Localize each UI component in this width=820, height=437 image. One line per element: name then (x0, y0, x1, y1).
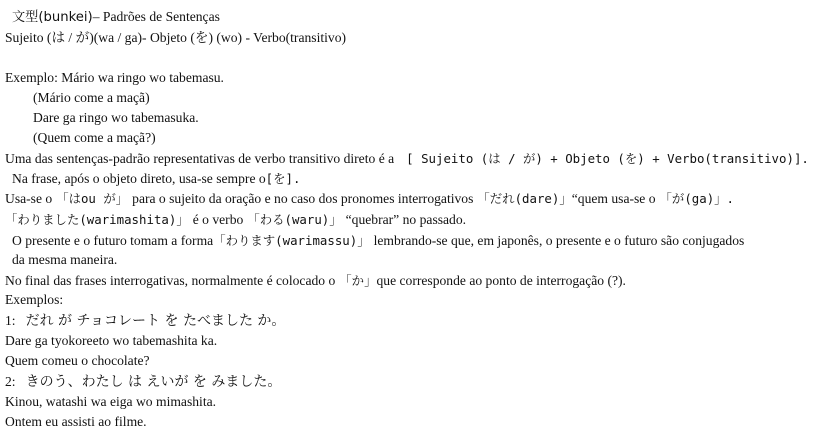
explanation-p7-b: 「か」 (339, 273, 377, 288)
example-1-jp-text: だれ が チョコレート を たべました か。 (25, 313, 286, 329)
explanation-line-4 (5, 212, 466, 228)
explanation-p7-a: No final das frases interrogativas, normalmente é colocado o (5, 273, 336, 288)
explanation-p5-b: 「わります(warimassu)」 (213, 233, 370, 248)
explanation-p2-text: Na frase, após o objeto direto, usa-se sempre o (12, 171, 266, 186)
explanation-p4-c: 「わる(waru)」 (247, 212, 342, 227)
explanation-p4-d: “quebrar” no passado. (345, 212, 467, 227)
examples-heading: Exemplos: (5, 292, 64, 307)
explanation-p3-b: 「はou が」 (56, 191, 129, 206)
example-1-romaji: Dare ga tyokoreeto wo tabemashita ka. (5, 333, 218, 348)
explanation-p7-c: que corresponde ao ponto de interrogação (?). (376, 273, 626, 288)
explanation-p5-a: O presente e o futuro tomam a forma (12, 233, 214, 248)
pattern-line: Sujeito (は / が)(wa / ga)- Objeto (を) (wo) - Verbo(transitivo) (5, 30, 347, 45)
example-2-portuguese: Ontem eu assisti ao filme. (5, 414, 147, 429)
explanation-p3-f: 「が(ga)」. (659, 191, 735, 206)
explanation-line-2 (12, 171, 300, 187)
example-2-number: 2: (5, 374, 16, 389)
title-bunkei: 文型(bunkei) (12, 10, 93, 25)
explanation-p3-c: para o sujeito da oração e no caso dos pronomes interrogativos (132, 191, 474, 206)
example-2-romaji: Kinou, watashi wa eiga wo mimashita. (5, 394, 217, 409)
explanation-p4-a: 「わりました(warimashita)」 (5, 212, 189, 227)
example-2-japanese (5, 374, 281, 390)
explanation-line-7 (5, 273, 626, 289)
explanation-p3-e: “quem usa-se o (571, 191, 656, 206)
title-subtitle: – Padrões de Sentenças (92, 9, 220, 24)
explanation-p1-text: Uma das sentenças-padrão representativas de verbo transitivo direto é a (5, 151, 395, 166)
example-2-jp-text: きのう、わたし は えいが を みました。 (25, 374, 282, 390)
title-line (12, 9, 220, 25)
explanation-line-3 (5, 191, 734, 207)
example-line-4: (Quem come a maçã?) (33, 130, 156, 145)
explanation-line-5 (12, 233, 744, 249)
explanation-p1-pattern: [ Sujeito (は / が) + Objeto (を) + Verbo(transitivo)]. (406, 151, 809, 166)
explanation-p5-c: lembrando-se que, em japonês, o presente e o futuro são conjugados (373, 233, 745, 248)
explanation-p4-b: é o verbo (192, 212, 244, 227)
explanation-line-1 (5, 151, 809, 167)
example-line-2: (Mário come a maçã) (33, 90, 150, 105)
example-1-japanese (5, 313, 285, 329)
example-1-number: 1: (5, 313, 16, 328)
example-label: Exemplo: Mário wa ringo wo tabemasu. (5, 70, 224, 85)
explanation-p3-d: 「だれ(dare)」 (477, 191, 572, 206)
explanation-line-6: da mesma maneira. (12, 252, 118, 267)
explanation-p3-a: Usa-se o (5, 191, 53, 206)
example-line-3: Dare ga ringo wo tabemasuka. (33, 110, 199, 125)
explanation-p2-particle: [を]. (265, 171, 301, 186)
example-1-portuguese: Quem comeu o chocolate? (5, 353, 150, 368)
